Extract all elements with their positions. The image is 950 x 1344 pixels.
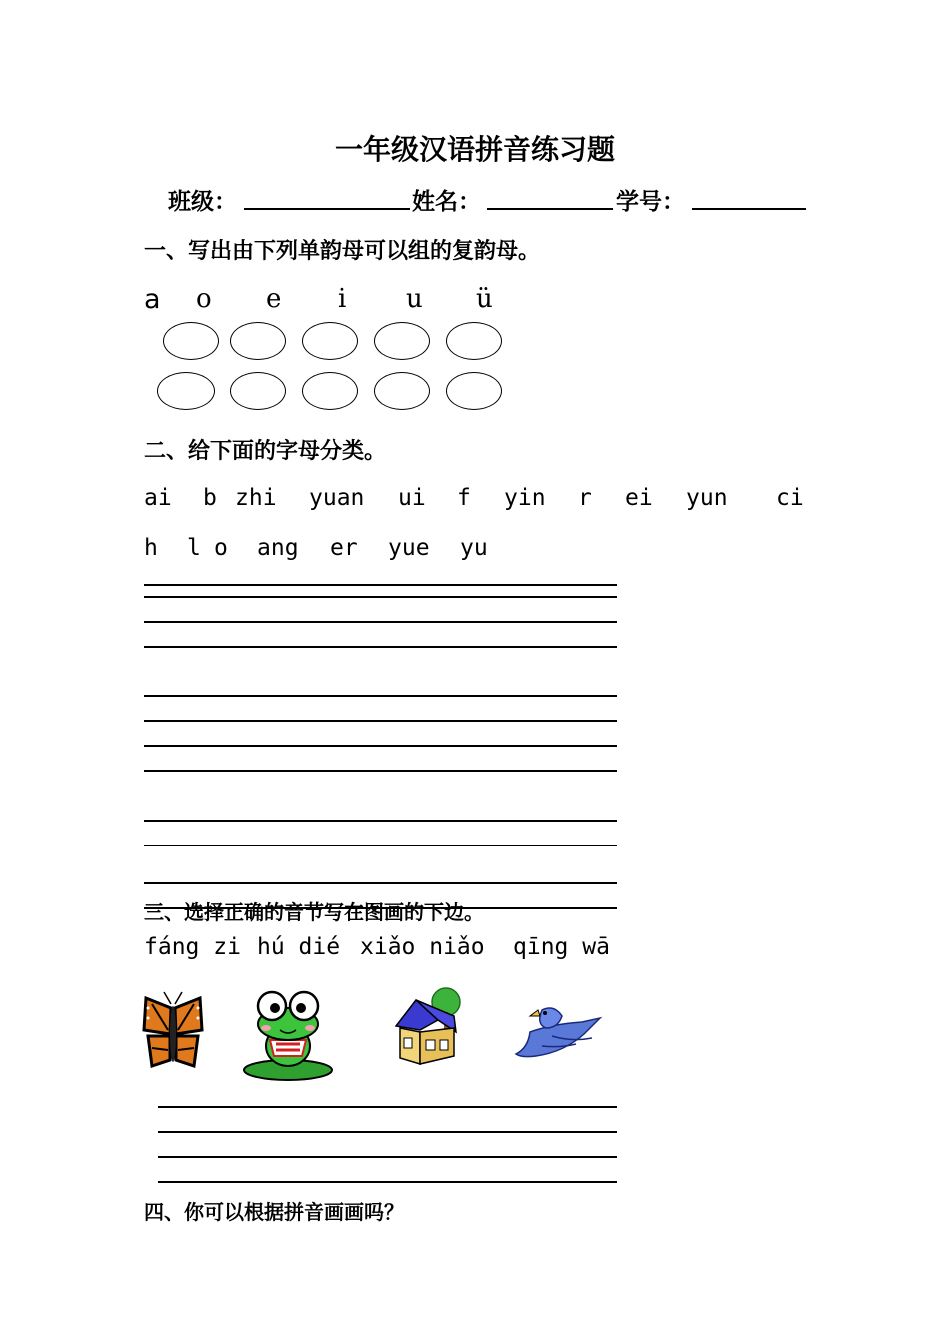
syllable-option: hú dié (257, 934, 341, 960)
pinyin-item: yue (388, 535, 430, 561)
writing-line[interactable] (144, 845, 617, 846)
name-label: 姓名： (412, 189, 481, 215)
pinyin-item: er (330, 535, 358, 561)
section4-heading: 四、你可以根据拼音画画吗？ (144, 1200, 404, 1224)
page-title: 一年级汉语拼音练习题 (334, 133, 615, 166)
number-field[interactable] (692, 208, 806, 210)
writing-line[interactable] (158, 1181, 617, 1183)
writing-line[interactable] (144, 907, 617, 909)
pinyin-item: yu (460, 535, 488, 561)
vowel-letter: i (338, 284, 347, 314)
writing-line[interactable] (144, 621, 617, 623)
vowel-letter: a (144, 284, 161, 315)
answer-oval[interactable] (374, 372, 430, 410)
name-field[interactable] (487, 208, 613, 210)
writing-line[interactable] (144, 720, 617, 722)
section1-heading: 一、写出由下列单韵母可以组的复韵母。 (144, 239, 541, 264)
answer-oval[interactable] (302, 372, 358, 410)
pinyin-item: f (457, 485, 471, 511)
section2-heading: 二、给下面的字母分类。 (144, 439, 387, 464)
pinyin-item: r (578, 485, 592, 511)
pinyin-item: o (214, 535, 228, 561)
vowel-letter: ü (476, 284, 493, 314)
pinyin-item: yuan (309, 485, 365, 511)
vowel-letter: e (266, 284, 282, 314)
writing-line[interactable] (144, 646, 617, 648)
pinyin-item: ai (144, 485, 172, 511)
writing-line[interactable] (158, 1156, 617, 1158)
syllable-option: qīng wā (513, 934, 610, 960)
pinyin-item: ci (776, 485, 804, 511)
house-icon (392, 986, 464, 1068)
number-label: 学号： (616, 189, 685, 215)
answer-oval[interactable] (446, 322, 502, 360)
pinyin-item: h (144, 535, 158, 561)
pinyin-item: ui (398, 485, 426, 511)
pinyin-item: b (203, 485, 217, 511)
class-label: 班级： (168, 189, 237, 215)
pinyin-item: yun (686, 485, 728, 511)
vowel-letter: o (196, 284, 212, 314)
vowel-letter: u (406, 284, 423, 314)
pinyin-item: zhi (235, 485, 277, 511)
writing-line[interactable] (144, 882, 617, 884)
writing-line[interactable] (144, 820, 617, 822)
writing-line[interactable] (144, 584, 617, 586)
writing-line[interactable] (158, 1131, 617, 1133)
bird-icon (512, 1002, 604, 1064)
section3-heading: 三、选择正确的音节写在图画的下边。 (144, 900, 484, 924)
answer-oval[interactable] (230, 372, 286, 410)
pinyin-item: l (187, 535, 201, 561)
butterfly-icon (142, 990, 204, 1070)
writing-line[interactable] (158, 1106, 617, 1108)
answer-oval[interactable] (302, 322, 358, 360)
frog-icon (242, 986, 334, 1082)
answer-oval[interactable] (157, 372, 215, 410)
answer-oval[interactable] (446, 372, 502, 410)
syllable-option: fáng zi (144, 934, 241, 960)
writing-line[interactable] (144, 745, 617, 747)
answer-oval[interactable] (163, 322, 219, 360)
answer-oval[interactable] (374, 322, 430, 360)
pinyin-item: ang (257, 535, 299, 561)
writing-line[interactable] (144, 770, 617, 772)
pinyin-item: ei (625, 485, 653, 511)
syllable-option: xiǎo niǎo (360, 934, 485, 960)
writing-line[interactable] (144, 695, 617, 697)
answer-oval[interactable] (230, 322, 286, 360)
writing-line[interactable] (144, 596, 617, 598)
pinyin-item: yin (504, 485, 546, 511)
class-field[interactable] (244, 208, 410, 210)
